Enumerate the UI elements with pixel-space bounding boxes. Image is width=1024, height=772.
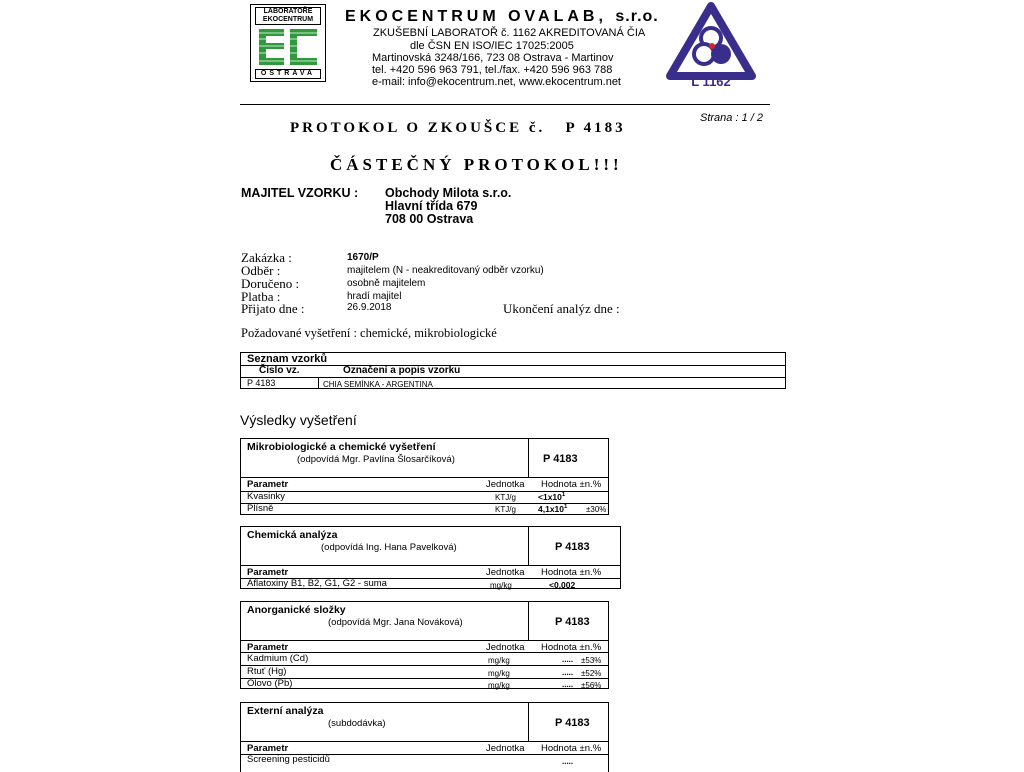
sampling-value: majitelem (N - neakreditovaný odběr vzorku) [347, 265, 544, 276]
col-param: Parametr [247, 479, 289, 490]
col-param: Parametr [247, 567, 289, 578]
row-uncertainty: ±53% [581, 656, 602, 665]
row-value: ..... [562, 757, 574, 766]
results-heading: Výsledky vyšetření [240, 412, 357, 428]
section-title: Mikrobiologické a chemické vyšetření [247, 441, 436, 453]
logo-bottom-text: OSTRAVA [255, 69, 321, 79]
section-title: Externí analýza [247, 705, 324, 717]
col-value: Hodnota ±n.% [541, 567, 602, 578]
section-responsible: (subdodávka) [328, 718, 386, 729]
samples-table-title: Seznam vzorků [247, 353, 328, 365]
header-line-1: ZKUŠEBNÍ LABORATOŘ č. 1162 AKREDITOVANÁ ČIA [373, 27, 646, 39]
payment-value: hradí majitel [347, 291, 402, 302]
sample-number: P 4183 [247, 378, 276, 388]
owner-label: MAJITEL VZORKU : [241, 186, 359, 200]
row-uncertainty: ±52% [581, 669, 602, 678]
page-indicator: Strana : 1 / 2 [700, 112, 763, 124]
row-value: ..... [562, 655, 574, 664]
header-line-4: tel. +420 596 963 791, tel./fax. +420 596 963 788 [372, 64, 613, 76]
owner-line-1: Obchody Milota s.r.o. [385, 186, 512, 200]
accreditation-logo [666, 2, 756, 90]
row-unit: mg/kg [490, 581, 512, 590]
section-responsible: (odpovídá Mgr. Jana Nováková) [328, 617, 463, 628]
payment-label: Platba : [241, 289, 281, 304]
row-unit: KTJ/g [495, 493, 516, 502]
protocol-number: P 4183 [565, 120, 626, 136]
row-unit: mg/kg [488, 681, 510, 690]
col-param: Parametr [247, 743, 289, 754]
col-value: Hodnota ±n.% [541, 642, 602, 653]
delivered-label: Doručeno : [241, 276, 300, 291]
header-line-5: e-mail: info@ekocentrum.net, www.ekocentrum.net [372, 76, 621, 88]
received-value: 26.9.2018 [347, 302, 392, 313]
row-value: $4,1x10^1$ [538, 504, 568, 514]
ec-logo [250, 4, 326, 82]
col-sample-number: Číslo vz. [259, 365, 300, 376]
row-uncertainty: ±30% [586, 505, 607, 514]
col-unit: Jednotka [486, 642, 525, 653]
owner-line-3: 708 00 Ostrava [385, 212, 474, 226]
analysis-end-label: Ukončení analýz dne : [503, 301, 620, 316]
section-title: Anorganické složky [247, 604, 346, 616]
section-sample-id: P 4183 [555, 541, 590, 553]
row-value: ..... [562, 680, 574, 689]
requested-examination: Požadované vyšetření : chemické, mikrobiologické [241, 326, 497, 340]
col-value: Hodnota ±n.% [541, 743, 602, 754]
section-responsible: (odpovídá Mgr. Pavlína Šlosarčíková) [297, 454, 455, 465]
row-param: Rtuť (Hg) [247, 666, 287, 677]
order-label: Zakázka : [241, 250, 292, 265]
section-title: Chemická analýza [247, 529, 338, 541]
row-param: Plísně [247, 503, 274, 514]
logo-top-text: LABORATOŘE EKOCENTRUM [255, 7, 321, 25]
section-sample-id: P 4183 [555, 717, 590, 729]
row-value: ..... [562, 668, 574, 677]
section-microbiology [240, 438, 609, 515]
owner-line-2: Hlavní třída 679 [385, 199, 478, 213]
received-label: Přijato dne : [241, 301, 305, 316]
delivered-value: osobně majitelem [347, 278, 426, 289]
ec-logo-letters [257, 27, 319, 67]
row-unit: mg/kg [488, 656, 510, 665]
col-unit: Jednotka [486, 567, 525, 578]
row-param: Screening pesticidů [247, 754, 330, 765]
row-value: $<1x10^1$ [538, 492, 566, 502]
col-value: Hodnota ±n.% [541, 479, 602, 490]
protocol-title: PROTOKOL O ZKOUŠCE č. P 4183 [290, 120, 626, 136]
company-name: EKOCENTRUM OVALAB, s.r.o. [345, 8, 659, 25]
section-chemical [240, 526, 621, 589]
row-uncertainty: ±56% [581, 681, 602, 690]
row-unit: mg/kg [488, 669, 510, 678]
accreditation-number: L 1162 [691, 74, 731, 89]
section-inorganic [240, 601, 609, 689]
col-unit: Jednotka [486, 479, 525, 490]
section-responsible: (odpovídá Ing. Hana Pavelková) [321, 542, 457, 553]
col-sample-desc: Označení a popis vzorku [343, 365, 461, 376]
row-param: Aflatoxiny B1, B2, G1, G2 - suma [247, 578, 387, 589]
header-line-3: Martinovská 3248/166, 723 08 Ostrava - Martinov [372, 52, 614, 64]
row-param: Kadmium (Cd) [247, 653, 309, 664]
col-unit: Jednotka [486, 743, 525, 754]
header-line-2: dle ČSN EN ISO/IEC 17025:2005 [410, 40, 574, 52]
section-sample-id: P 4183 [555, 616, 590, 628]
header-divider [240, 104, 770, 105]
section-sample-id: P 4183 [543, 453, 578, 465]
samples-table [240, 352, 786, 389]
row-param: Kvasinky [247, 491, 286, 502]
section-external [240, 702, 609, 772]
order-value: 1670/P [347, 252, 379, 263]
sample-desc: CHIA SEMÍNKA - ARGENTINA [323, 380, 433, 389]
partial-protocol-title: ČÁSTEČNÝ PROTOKOL!!! [330, 155, 623, 174]
sampling-label: Odběr : [241, 263, 281, 278]
col-param: Parametr [247, 642, 289, 653]
row-param: Olovo (Pb) [247, 678, 293, 689]
row-value: <0,002 [549, 580, 576, 590]
row-unit: KTJ/g [495, 505, 516, 514]
